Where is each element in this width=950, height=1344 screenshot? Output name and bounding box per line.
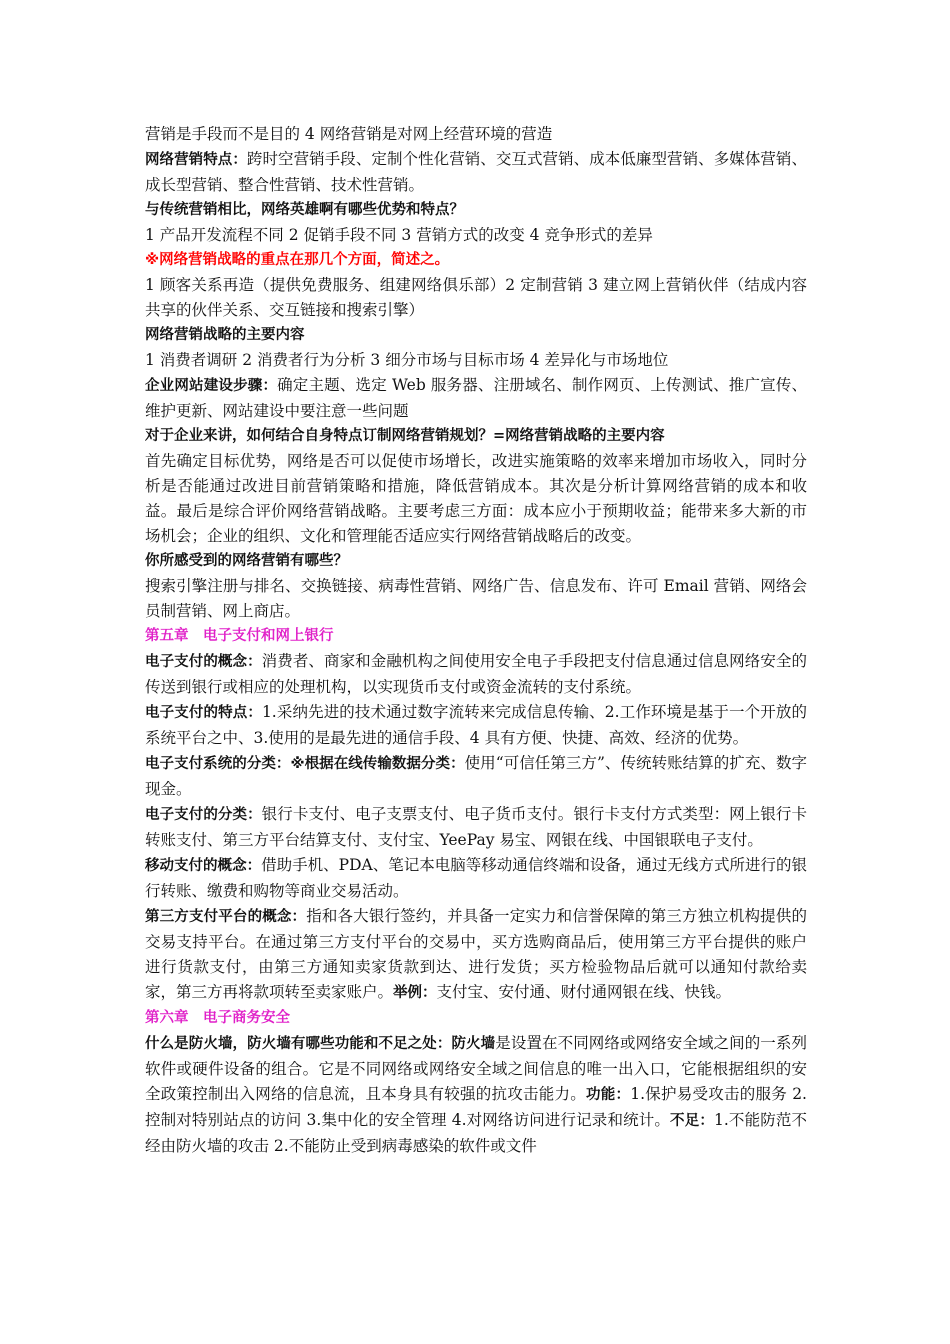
paragraph-marketing-features: [145, 147, 807, 198]
paragraph-website-steps: [145, 373, 807, 424]
paragraph-text: 确定主题、选定 Web 服务器、注册域名、制作网页、上传测试、推广宣传、维护更新、网站建设中要注意一些问题: [145, 376, 807, 420]
paragraph-continuation: 营销是手段而不是目的 4 网络营销是对网上经营环境的营造: [145, 125, 553, 143]
term-label: 电子支付的概念：: [145, 654, 262, 670]
document-page: [145, 122, 807, 1159]
term-label: 企业网站建设步骤：: [145, 378, 278, 394]
paragraph-text: 消费者、商家和金融机构之间使用安全电子手段把支付信息通过信息网络安全的传送到银行或相应的处理机构，以实现货币支付或资金流转的支付系统。: [145, 652, 807, 696]
paragraph-firewall: [145, 1031, 807, 1159]
paragraph-text: 1 产品开发流程不同 2 促销手段不同 3 营销方式的改变 4 竞争形式的差异: [145, 226, 653, 244]
paragraph-text: 1 顾客关系再造（提供免费服务、组建网络俱乐部）2 定制营销 3 建立网上营销伙伴（结成内容共享的伙伴关系、交互链接和搜索引擎）: [145, 276, 807, 319]
term-label: 功能：: [585, 1087, 631, 1103]
paragraph-text: 使用“可信任第三方”、传统转账结算的扩充、数字现金。: [145, 754, 807, 798]
question-heading: 与传统营销相比，网络英雄啊有哪些优势和特点？: [145, 202, 464, 218]
paragraph-text: 首先确定目标优势，网络是否可以促使市场增长，改进实施策略的效率来增加市场收入，同时分析是否能通过改进目前营销策略和措施，降低营销成本。其次是分析计算网络营销的成本和收益。最后是综合评价网络营销战略。主要考虑三方面：成本应小于预期收益；能带来多大新的市场机会；企业的组织、文化和管理能否适应实行网络营销战略后的改变。: [145, 452, 807, 545]
paragraph-text: 借助手机、PDA、笔记本电脑等移动通信终端和设备，通过无线方式所进行的银行转账、缴费和购物等商业交易活动。: [145, 856, 807, 900]
paragraph-epayment-system-types: [145, 751, 807, 802]
paragraph-text: 支付宝、安付通、财付通网银在线、快钱。: [436, 983, 732, 1001]
paragraph-text: 1 消费者调研 2 消费者行为分析 3 细分市场与目标市场 4 差异化与市场地位: [145, 351, 669, 369]
term-label: 什么是防火墙，防火墙有哪些功能和不足之处：防火墙: [145, 1036, 496, 1052]
paragraph-mobile-payment: [145, 853, 807, 904]
paragraph-epayment-concept: [145, 649, 807, 700]
paragraph-text: 银行卡支付、电子支票支付、电子货币支付。银行卡支付方式类型：网上银行卡转账支付、第三方平台结算支付、支付宝、YeePay 易宝、网银在线、中国银联电子支付。: [145, 805, 807, 849]
term-label: 不足：: [670, 1113, 714, 1129]
term-label: 电子支付的分类：: [145, 807, 262, 823]
term-label: 第三方支付平台的概念：: [145, 909, 307, 925]
paragraph-text: 指和各大银行签约，并具备一定实力和信誉保障的第三方独立机构提供的交易支持平台。在通过第三方支付平台的交易中，买方选购商品后，使用第三方平台提供的账户进行货款支付，由第三方通知卖家货款到达、进行发货；买方检验物品后就可以通知付款给卖家，第三方再将款项转至卖家账户。: [145, 907, 807, 1001]
term-label: 电子支付的特点：: [145, 705, 262, 721]
paragraph-text: 跨时空营销手段、定制个性化营销、交互式营销、成本低廉型营销、多媒体营销、成长型营销、整合性营销、技术性营销。: [145, 150, 807, 194]
term-label: 举例：: [393, 985, 437, 1001]
question-heading: 你所感受到的网络营销有哪些？: [145, 553, 348, 569]
paragraph-text: 1.不能防范不经由防火墙的攻击 2.不能防止受到病毒感染的软件或文件: [145, 1111, 808, 1155]
paragraph-text: 是设置在不同网络或网络安全域之间的一系列软件或硬件设备的组合。它是不同网络或网络安全域之间信息的唯一出入口，它能根据组织的安全政策控制出入网络的信息流，且本身具有较强的抗攻击能力。: [145, 1034, 807, 1103]
important-question-heading: ※网络营销战略的重点在那几个方面，简述之。: [145, 252, 450, 268]
paragraph-text: 1.采纳先进的技术通过数字流转来完成信息传输、2.工作环境是基于一个开放的系统平台之中、3.使用的是最先进的通信手段、4 具有方便、快捷、高效、经济的优势。: [145, 703, 807, 747]
section-heading: 网络营销战略的主要内容: [145, 327, 305, 343]
question-heading: 对于企业来讲，如何结合自身特点订制网络营销规划？=网络营销战略的主要内容: [145, 428, 665, 444]
paragraph-text: 1.保护易受攻击的服务 2.控制对特别站点的访问 3.集中化的安全管理 4.对网络访问进行记录和统计。: [145, 1085, 807, 1129]
paragraph-third-party-payment: [145, 904, 807, 1006]
term-label: 移动支付的概念：: [145, 858, 262, 874]
chapter-heading-5: 第五章 电子支付和网上银行: [145, 628, 334, 644]
paragraph-text: 搜索引擎注册与排名、交换链接、病毒性营销、网络广告、信息发布、许可 Email 营销、网络会员制营销、网上商店。: [145, 577, 807, 620]
term-label: 电子支付系统的分类：※根据在线传输数据分类：: [145, 756, 465, 772]
paragraph-epayment-features: [145, 700, 807, 751]
term-label: 网络营销特点：: [145, 152, 247, 168]
chapter-heading-6: 第六章 电子商务安全: [145, 1010, 290, 1026]
paragraph-epayment-types: [145, 802, 807, 853]
